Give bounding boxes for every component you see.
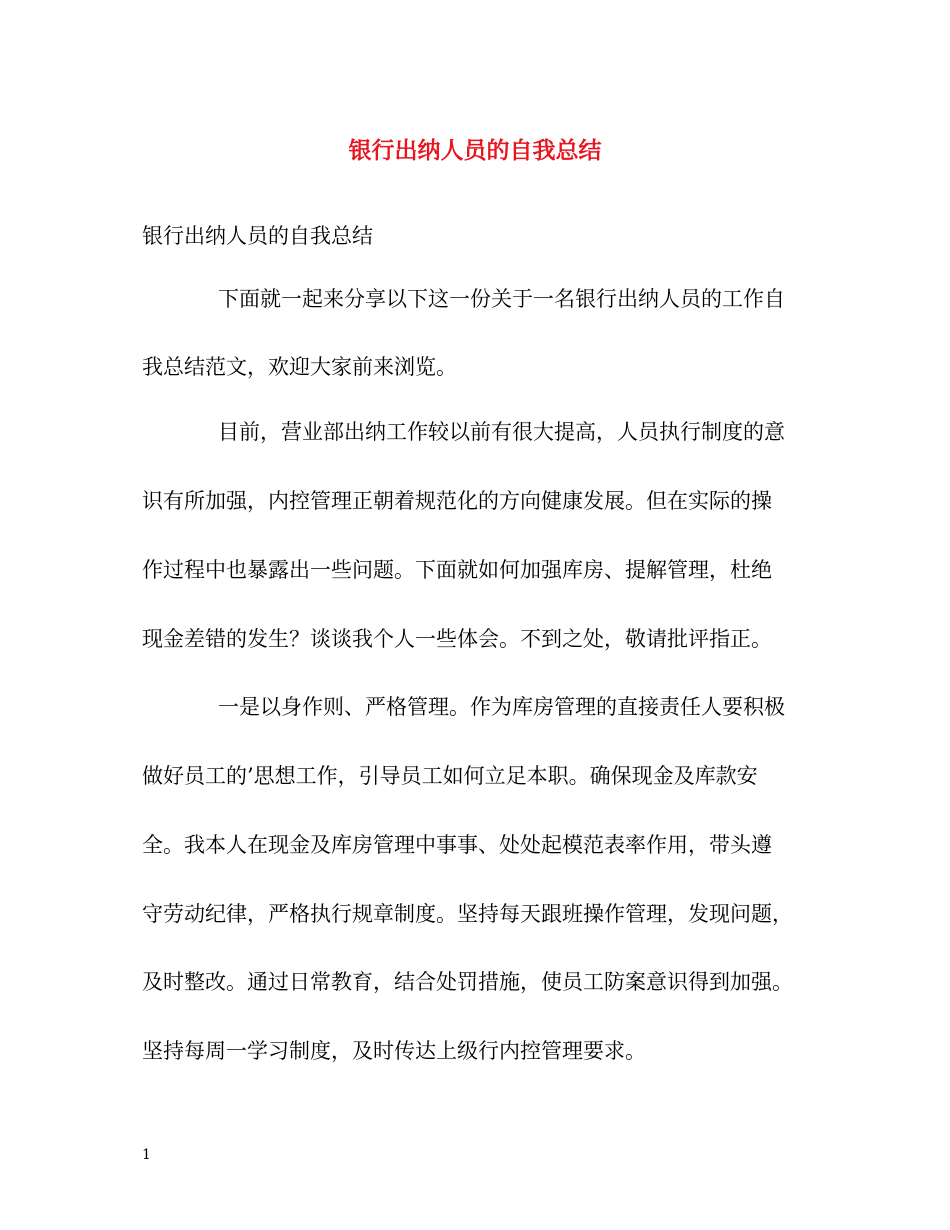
document-title: 银行出纳人员的自我总结 bbox=[348, 137, 602, 164]
body-line: 一是以身作则、严格管理。作为库房管理的直接责任人要积极 bbox=[218, 695, 785, 719]
body-line: 目前，营业部出纳工作较以前有很大提高，人员执行制度的意 bbox=[218, 420, 785, 444]
body-line: 做好员工的’思想工作，引导员工如何立足本职。确保现金及库款安 bbox=[142, 764, 758, 788]
document-subtitle: 银行出纳人员的自我总结 bbox=[142, 224, 373, 248]
page-number: 1 bbox=[142, 1147, 151, 1163]
body-line: 下面就一起来分享以下这一份关于一名银行出纳人员的工作自 bbox=[218, 287, 785, 311]
body-line: 现金差错的发生？谈谈我个人一些体会。不到之处，敬请批评指正。 bbox=[142, 627, 772, 651]
body-line: 及时整改。通过日常教育，结合处罚措施，使员工防案意识得到加强。 bbox=[142, 970, 793, 994]
body-line: 我总结范文，欢迎大家前来浏览。 bbox=[142, 355, 457, 379]
body-line: 作过程中也暴露出一些问题。下面就如何加强库房、提解管理，杜绝 bbox=[142, 558, 772, 582]
body-line: 守劳动纪律，严格执行规章制度。坚持每天跟班操作管理，发现问题， bbox=[142, 902, 793, 926]
body-line: 识有所加强，内控管理正朝着规范化的方向健康发展。但在实际的操 bbox=[142, 489, 772, 513]
body-line: 坚持每周一学习制度，及时传达上级行内控管理要求。 bbox=[142, 1039, 646, 1063]
body-line: 全。我本人在现金及库房管理中事事、处处起模范表率作用，带头遵 bbox=[142, 833, 772, 857]
